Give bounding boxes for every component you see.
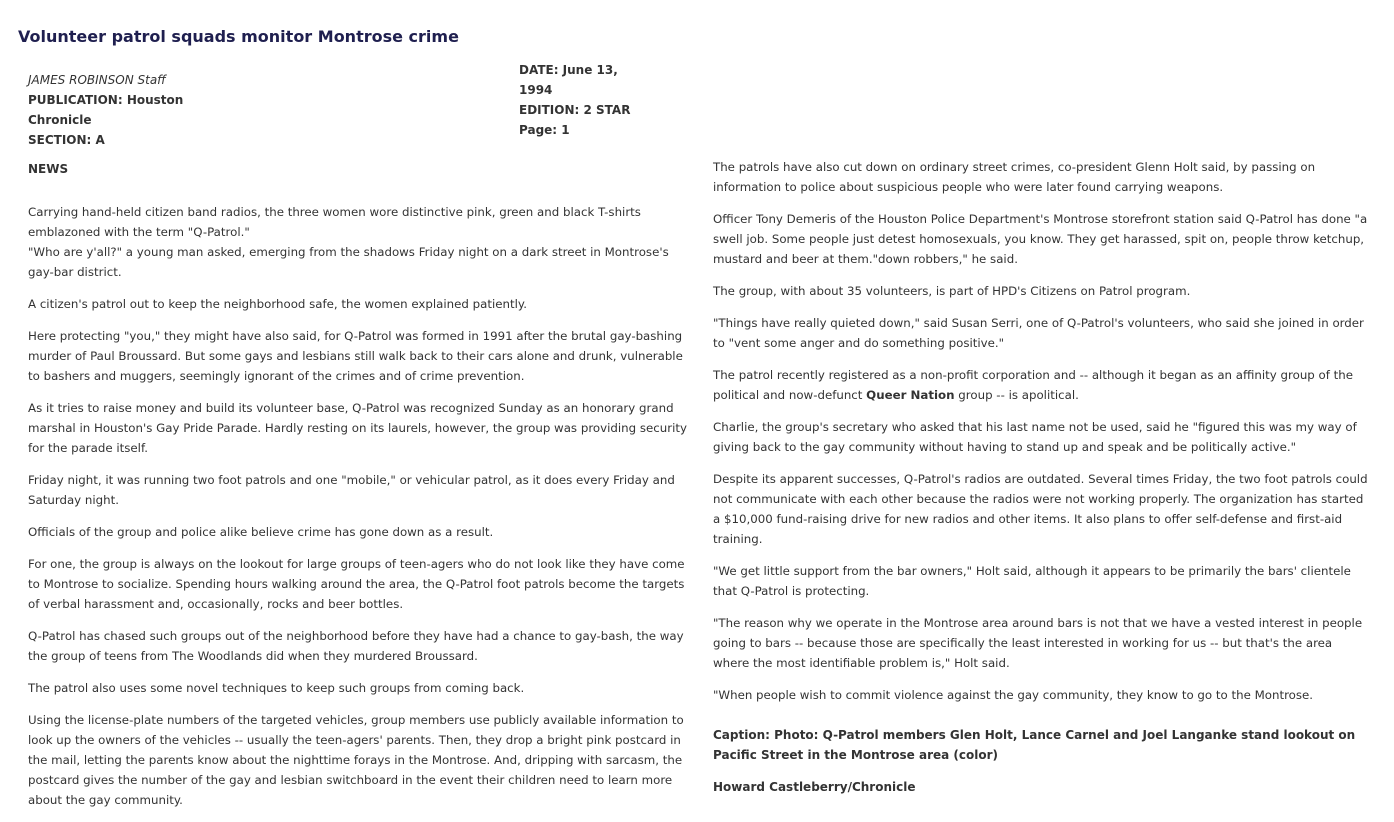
edition-field: EDITION: 2 STAR (519, 103, 631, 117)
body-paragraph: "We get little support from the bar owners," Holt said, although it appears to be primarily the bars' clientele that Q-Patrol is protecting. (713, 564, 1351, 598)
body-paragraph: Charlie, the group's secretary who asked that his last name not be used, said he "figured this was my way of giving back to the gay community without having to stand up and speak and be politically active." (713, 420, 1357, 454)
body-paragraph: Q-Patrol has chased such groups out of the neighborhood before they have had a chance to gay-bash, the way the group of teens from The Woodlands did when they murdered Broussard. (28, 629, 684, 663)
body-paragraph (28, 202, 688, 282)
body-text: "Who are y'all?" a young man asked, emerging from the shadows Friday night on a dark street in Montrose's gay-bar district. (28, 245, 669, 279)
body-paragraph: "Things have really quieted down," said Susan Serri, one of Q-Patrol's volunteers, who said she joined in order to "vent some anger and do something positive." (713, 316, 1364, 350)
body-paragraph: Here protecting "you," they might have also said, for Q-Patrol was formed in 1991 after the brutal gay-bashing murder of Paul Broussard. But some gays and lesbians still walk back to their cars alone and drunk, vulnerable to bashers and muggers, seemingly ignorant of the crimes and of crime prevention. (28, 329, 683, 383)
body-paragraph: Officer Tony Demeris of the Houston Police Department's Montrose storefront station said Q-Patrol has done "a swell job. Some people just detest homosexuals, you know. They get harassed, spit on, people throw ketchup, mustard and beer at them."down robbers," he said. (713, 212, 1368, 266)
article-meta-left (28, 70, 218, 150)
body-paragraph: Using the license-plate numbers of the targeted vehicles, group members use publicly available information to look up the owners of the vehicles -- usually the teen-agers' parents. Then, they drop a bright pink postcard in the mail, letting the parents know about the nighttime forays in the Montrose. And, dripping with sarcasm, the postcard gives the number of the gay and lesbian switchboard in the event their children need to learn more about the gay community. (28, 713, 684, 807)
body-paragraph (713, 365, 1368, 405)
page-field: Page: 1 (519, 123, 570, 137)
article-meta-right (519, 60, 639, 140)
body-paragraph: The patrol also uses some novel techniques to keep such groups from coming back. (28, 681, 525, 695)
body-text: group -- is apolitical. (954, 388, 1079, 402)
body-paragraph: Despite its apparent successes, Q-Patrol's radios are outdated. Several times Friday, the two foot patrols could not communicate with each other because the radios were not working properly. The organization has started a $10,000 fund-raising drive for new radios and other items. It also plans to offer self-defense and first-aid training. (713, 472, 1368, 546)
body-paragraph: As it tries to raise money and build its volunteer base, Q-Patrol was recognized Sunday as an honorary grand marshal in Houston's Gay Pride Parade. Hardly resting on its laurels, however, the group was providing security for the parade itself. (28, 401, 687, 455)
body-paragraph: Officials of the group and police alike believe crime has gone down as a result. (28, 525, 494, 539)
body-paragraph: A citizen's patrol out to keep the neighborhood safe, the women explained patiently. (28, 297, 527, 311)
article-body-left (28, 202, 688, 822)
bold-term: Queer Nation (866, 388, 955, 402)
body-text: The patrol recently registered as a non-profit corporation and -- although it began as an affinity group of the political and now-defunct (713, 368, 1354, 402)
date-field: DATE: June 13, 1994 (519, 63, 618, 97)
section-field: SECTION: A (28, 133, 105, 147)
author-byline: JAMES ROBINSON Staff (28, 73, 166, 87)
body-paragraph: "The reason why we operate in the Montrose area around bars is not that we have a vested interest in people going to bars -- because those are specifically the least interested in working for us -- but that's the area where the most identifiable problem is," Holt said. (713, 616, 1363, 670)
photo-caption: Caption: Photo: Q-Patrol members Glen Holt, Lance Carnel and Joel Langanke stand lookout on Pacific Street in the Montrose area (color) (713, 728, 1356, 762)
body-paragraph: "When people wish to commit violence against the gay community, they know to go to the Montrose. (713, 688, 1314, 702)
article-title: Volunteer patrol squads monitor Montrose crime (18, 27, 459, 46)
body-paragraph: For one, the group is always on the lookout for large groups of teen-agers who do not look like they have come to Montrose to socialize. Spending hours walking around the area, the Q-Patrol foot patrols become the targets of verbal harassment and, occasionally, rocks and beer bottles. (28, 557, 685, 611)
body-paragraph: The group, with about 35 volunteers, is part of HPD's Citizens on Patrol program. (713, 284, 1191, 298)
publication-field: PUBLICATION: Houston Chronicle (28, 93, 184, 127)
body-text: Carrying hand-held citizen band radios, the three women wore distinctive pink, green and black T-shirts emblazoned with the term "Q-Patrol." (28, 205, 641, 239)
section-label: NEWS (28, 162, 69, 176)
body-paragraph: The patrols have also cut down on ordinary street crimes, co-president Glenn Holt said, by passing on information to police about suspicious people who were later found carrying weapons. (713, 160, 1316, 194)
article-body-right (713, 157, 1368, 717)
body-paragraph: Friday night, it was running two foot patrols and one "mobile," or vehicular patrol, as it does every Friday and Saturday night. (28, 473, 675, 507)
photo-caption-block (713, 725, 1368, 809)
photo-credit: Howard Castleberry/Chronicle (713, 780, 916, 794)
